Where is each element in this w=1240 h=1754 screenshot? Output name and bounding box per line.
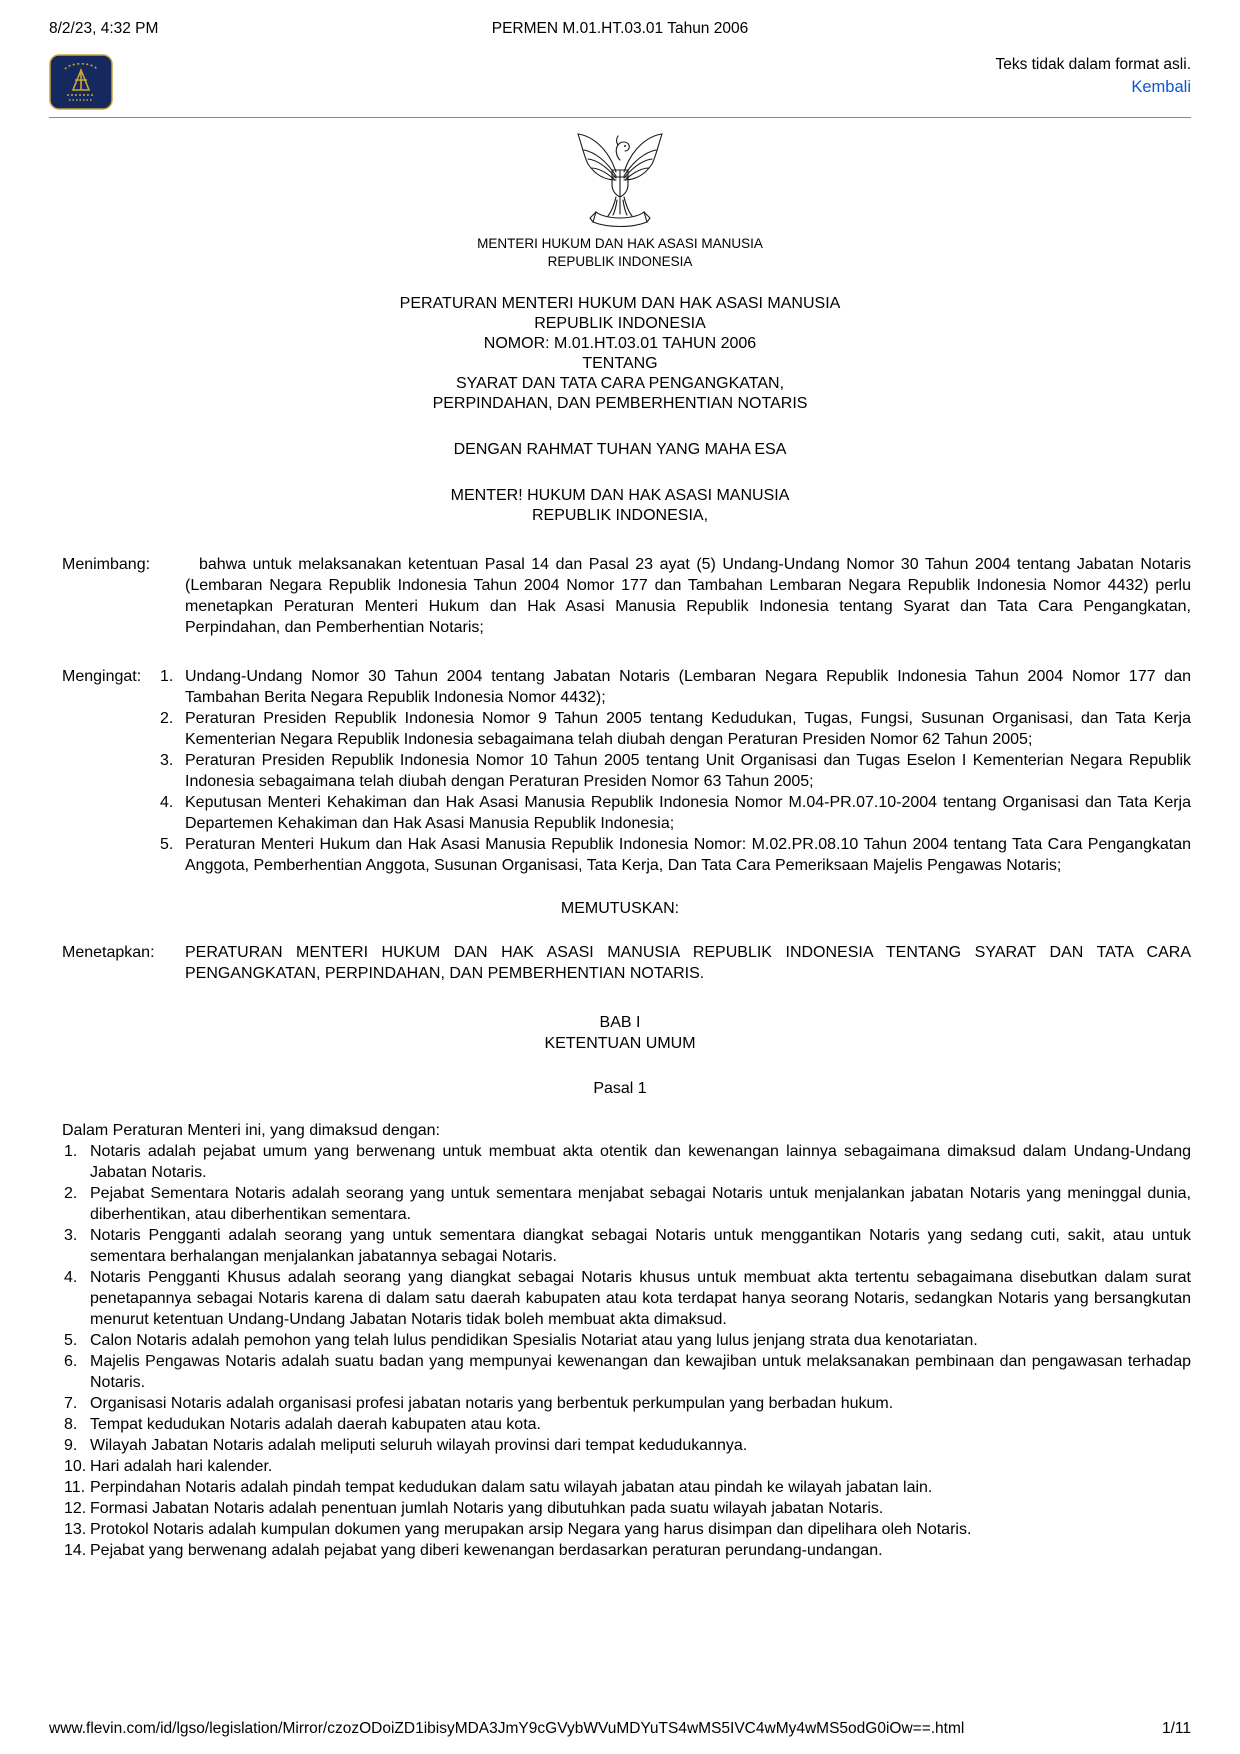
mengingat-item <box>160 750 1191 792</box>
regulation-title-line: NOMOR: M.01.HT.03.01 TAHUN 2006 <box>483 335 757 353</box>
chapter-number: BAB I <box>599 1014 641 1032</box>
item-text: Formasi Jabatan Notaris adalah penentuan jumlah Notaris yang dibutuhkan pada suatu wilayah jabatan Notaris. <box>90 1500 884 1518</box>
print-datetime: 8/2/23, 4:32 PM <box>49 20 159 37</box>
regulation-title-line: PERPINDAHAN, DAN PEMBERHENTIAN NOTARIS <box>432 395 808 413</box>
definition-item <box>62 1414 1191 1435</box>
item-number: 12. <box>64 1500 87 1518</box>
item-number: 1. <box>160 668 174 686</box>
item-text: Peraturan Presiden Republik Indonesia Nomor 10 Tahun 2005 tentang Unit Organisasi dan Tugas Eselon I Kementerian Negara Republik Indonesia sebagaimana telah diubah dengan Peraturan Presiden Nomor 63 Tahun 2005; <box>185 752 1191 791</box>
item-number: 4. <box>160 794 174 812</box>
print-footer <box>49 1720 1191 1738</box>
ministry-caption <box>49 235 1191 270</box>
mengingat-item <box>160 666 1191 708</box>
garuda-pancasila-emblem-icon <box>572 126 668 230</box>
item-text: Undang-Undang Nomor 30 Tahun 2004 tentang Jabatan Notaris (Lembaran Negara Republik Indonesia Tahun 2004 Nomor 177 dan Tambahan Berita Negara Republik Indonesia Nomor 4432); <box>185 668 1191 707</box>
mengingat-list <box>160 666 1191 876</box>
item-number: 14. <box>64 1542 87 1560</box>
item-text: Majelis Pengawas Notaris adalah suatu badan yang mempunyai kewenangan dan kewajiban untuk melaksanakan pembinaan dan pengawasan terhadap Notaris. <box>90 1353 1191 1392</box>
item-number: 5. <box>160 836 174 854</box>
kembali-link[interactable]: Kembali <box>1131 78 1191 97</box>
chapter-heading <box>49 1012 1191 1054</box>
article-intro: Dalam Peraturan Menteri ini, yang dimaksud dengan: <box>62 1122 440 1140</box>
menimbang-text: bahwa untuk melaksanakan ketentuan Pasal 14 dan Pasal 23 ayat (5) Undang-Undang Nomor 30 Tahun 2004 tentang Jabatan Notaris (Lembaran Negara Republik Indonesia Tahun 2004 Nomor 177 dan Tambahan Lembaran Negara Republik Indonesia Nomor 4432) perlu menetapkan Peraturan Menteri Hukum dan Hak Asasi Manusia Republik Indonesia tentang Syarat dan Tata Cara Pengangkatan, Perpindahan, dan Pemberhentian Notaris; <box>185 556 1191 637</box>
regulation-title-line: SYARAT DAN TATA CARA PENGANGKATAN, <box>455 375 785 393</box>
item-text: Notaris Pengganti Khusus adalah seorang yang diangkat sebagai Notaris khusus untuk membuat akta tertentu sebagaimana disebutkan dalam surat penetapannya sebagai Notaris karena di dalam satu daerah kabupaten atau kota terdapat hanya seorang Notaris, sedangkan Notaris yang bersangkutan menurut ketentuan Undang-Undang Jabatan Notaris tidak boleh membuat akta dimaksud. <box>90 1269 1191 1329</box>
item-text: Protokol Notaris adalah kumpulan dokumen yang merupakan arsip Negara yang harus disimpan dan dipelihara oleh Notaris. <box>90 1521 972 1539</box>
definition-item <box>62 1183 1191 1225</box>
header-divider <box>49 117 1191 118</box>
item-number: 3. <box>160 752 174 770</box>
item-text: Calon Notaris adalah pemohon yang telah lulus pendidikan Spesialis Notariat atau yang lulus jenjang strata dua kenotariatan. <box>90 1332 978 1350</box>
authority-line: REPUBLIK INDONESIA, <box>531 507 709 525</box>
item-text: Pejabat yang berwenang adalah pejabat yang diberi kewenangan berdasarkan peraturan perundang-undangan. <box>90 1542 883 1560</box>
definition-item <box>62 1225 1191 1267</box>
item-number: 2. <box>64 1185 78 1203</box>
definition-item <box>62 1141 1191 1183</box>
regulation-title-line: PERATURAN MENTERI HUKUM DAN HAK ASASI MANUSIA <box>399 295 841 313</box>
menetapkan-label: Menetapkan: <box>62 944 155 962</box>
authority-line: MENTER! HUKUM DAN HAK ASASI MANUSIA <box>450 487 790 505</box>
definition-item <box>62 1477 1191 1498</box>
item-text: Perpindahan Notaris adalah pindah tempat kedudukan dalam satu wilayah jabatan atau pindah ke wilayah jabatan lain. <box>90 1479 933 1497</box>
definition-item <box>62 1351 1191 1393</box>
item-text: Peraturan Presiden Republik Indonesia Nomor 9 Tahun 2005 tentang Kedudukan, Tugas, Fungsi, Susunan Organisasi, dan Tata Kerja Kementerian Negara Republik Indonesia sebagaimana telah diubah dengan Peraturan Presiden Nomor 62 Tahun 2005; <box>185 710 1191 749</box>
top-right-note <box>995 54 1191 100</box>
item-number: 8. <box>64 1416 78 1434</box>
item-number: 7. <box>64 1395 78 1413</box>
format-note: Teks tidak dalam format asli. <box>995 56 1191 73</box>
item-number: 2. <box>160 710 174 728</box>
item-text: Organisasi Notaris adalah organisasi profesi jabatan notaris yang berbentuk perkumpulan yang berbadan hukum. <box>90 1395 894 1413</box>
menetapkan-section <box>49 942 1191 984</box>
authority-block <box>49 486 1191 526</box>
menimbang-label: Menimbang: <box>62 556 151 574</box>
print-title: PERMEN M.01.HT.03.01 Tahun 2006 <box>491 20 749 37</box>
menetapkan-text: PERATURAN MENTERI HUKUM DAN HAK ASASI MANUSIA REPUBLIK INDONESIA TENTANG SYARAT DAN TATA CARA PENGANGKATAN, PERPINDAHAN, DAN PEMBERHENTIAN NOTARIS. <box>185 944 1191 983</box>
topbar <box>49 54 1191 115</box>
item-number: 11. <box>64 1479 86 1497</box>
emblem-wrap <box>49 126 1191 270</box>
mengingat-section <box>49 666 1191 876</box>
item-text: Peraturan Menteri Hukum dan Hak Asasi Manusia Republik Indonesia Nomor: M.02.PR.08.10 Tahun 2004 tentang Tata Cara Pengangkatan Anggota, Pemberhentian Anggota, Susunan Organisasi, Tata Kerja, Dan Tata Cara Pemeriksaan Majelis Pengawas Notaris; <box>185 836 1191 875</box>
footer-url: www.flevin.com/id/lgso/legislation/Mirror/czozODoiZD1ibisyMDA3JmY9cGVybWVuMDYuTS4wMS5IVC4wMy4wMS5odG0iOw==.html <box>49 1720 965 1737</box>
item-number: 3. <box>64 1227 78 1245</box>
item-number: 1. <box>64 1143 78 1161</box>
print-header <box>49 20 1191 38</box>
item-text: Pejabat Sementara Notaris adalah seorang yang untuk sementara menjabat sebagai Notaris untuk menjalankan jabatan Notaris yang meninggal dunia, diberhentikan, atau diberhentikan sementara. <box>90 1185 1191 1224</box>
regulation-title <box>49 294 1191 414</box>
ministry-caption-line: MENTERI HUKUM DAN HAK ASASI MANUSIA <box>477 236 763 251</box>
item-number: 10. <box>64 1458 87 1476</box>
definition-item <box>62 1498 1191 1519</box>
definition-item <box>62 1519 1191 1540</box>
menimbang-section <box>49 554 1191 638</box>
invocation-line: DENGAN RAHMAT TUHAN YANG MAHA ESA <box>453 441 787 459</box>
item-text: Notaris Pengganti adalah seorang yang untuk sementara diangkat sebagai Notaris untuk menggantikan Notaris yang sedang cuti, sakit, atau untuk sementara berhalangan menjalankan jabatannya sebagai Notaris. <box>90 1227 1191 1266</box>
item-number: 13. <box>64 1521 87 1539</box>
definition-item <box>62 1456 1191 1477</box>
definition-item <box>62 1330 1191 1351</box>
item-text: Tempat kedudukan Notaris adalah daerah kabupaten atau kota. <box>90 1416 541 1434</box>
memutuskan-heading: MEMUTUSKAN: <box>560 900 680 918</box>
footer-page-number: 1/11 <box>1161 1720 1191 1737</box>
ministry-caption-line: REPUBLIK INDONESIA <box>547 253 693 269</box>
item-number: 6. <box>64 1353 78 1371</box>
mengingat-item <box>160 708 1191 750</box>
regulation-title-line: TENTANG <box>582 355 658 373</box>
definition-item <box>62 1540 1191 1561</box>
regulation-title-line: REPUBLIK INDONESIA <box>534 315 706 333</box>
item-text: Notaris adalah pejabat umum yang berwenang untuk membuat akta otentik dan kewenangan lainnya sebagaimana dimaksud dalam Undang-Undang Jabatan Notaris. <box>90 1143 1191 1182</box>
item-text: Wilayah Jabatan Notaris adalah meliputi seluruh wilayah provinsi dari tempat kedudukannya. <box>90 1437 748 1455</box>
definition-item <box>62 1435 1191 1456</box>
item-number: 9. <box>64 1437 78 1455</box>
article-heading: Pasal 1 <box>593 1080 647 1098</box>
item-text: Hari adalah hari kalender. <box>90 1458 273 1476</box>
mengingat-item <box>160 834 1191 876</box>
mengingat-item <box>160 792 1191 834</box>
item-text: Keputusan Menteri Kehakiman dan Hak Asasi Manusia Republik Indonesia Nomor M.04-PR.07.10-2004 tentang Organisasi dan Tata Kerja Departemen Kehakiman dan Hak Asasi Manusia Republik Indonesia; <box>185 794 1191 833</box>
kemenkumham-logo-icon <box>49 54 113 115</box>
definition-item <box>62 1267 1191 1330</box>
mengingat-label: Mengingat: <box>62 668 142 686</box>
definition-item <box>62 1393 1191 1414</box>
definitions-list <box>49 1141 1191 1561</box>
item-number: 5. <box>64 1332 78 1350</box>
item-number: 4. <box>64 1269 78 1287</box>
chapter-title: KETENTUAN UMUM <box>544 1035 696 1053</box>
